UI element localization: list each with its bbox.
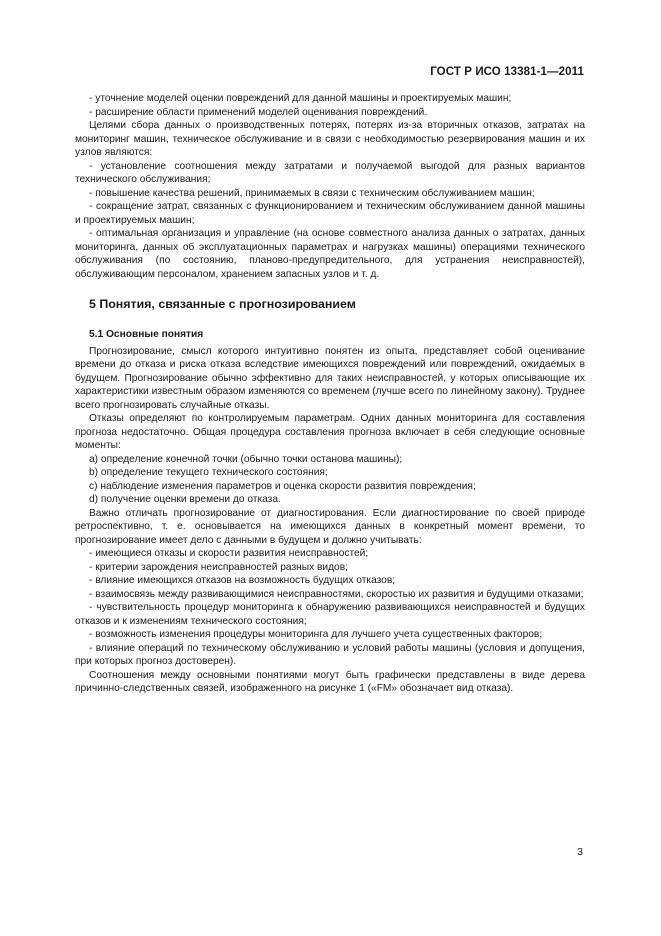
list-marker: b) bbox=[89, 467, 99, 478]
bullet-list-item bbox=[75, 200, 585, 227]
list-marker: a) bbox=[89, 453, 99, 465]
bullet-text: установление соотношения между затратами и получаемой выгодой для разных вариантов технического обслуживания; bbox=[75, 160, 585, 185]
bullet-list-item bbox=[75, 642, 585, 669]
document-body bbox=[75, 92, 585, 696]
list-item-text: определение конечной точки (обычно точки останова машины); bbox=[100, 453, 403, 465]
bullet-dash: - bbox=[89, 160, 101, 172]
list-marker: d) bbox=[89, 494, 99, 505]
page-number: 3 bbox=[577, 846, 583, 858]
subsection-heading: 5.1 Основные понятия bbox=[89, 329, 204, 340]
paragraph: Целями сбора данных о производственных потерях, потерях из-за вторичных отказов, затратах на мониторинг машин, техническое обслуживание и в связи с необходимостью резервирования машин и их узлов являются: bbox=[75, 120, 585, 158]
bullet-list-item bbox=[75, 187, 585, 201]
bullet-list-item bbox=[75, 574, 585, 588]
bullet-list-item bbox=[75, 106, 585, 120]
bullet-dash: - bbox=[89, 187, 96, 199]
bullet-text: расширение области применений моделей оценивания повреждений. bbox=[95, 106, 428, 118]
list-item-text: наблюдение изменения параметров и оценка скорости развития повреждения; bbox=[100, 480, 476, 492]
list-item-text: получение оценки времени до отказа. bbox=[100, 494, 281, 505]
bullet-dash: - bbox=[89, 561, 96, 573]
document-code-header: ГОСТ Р ИСО 13381-1—2011 bbox=[430, 66, 584, 78]
bullet-dash: - bbox=[89, 588, 96, 600]
bullet-text: уточнение моделей оценки повреждений для данной машины и проектируемых машин; bbox=[95, 93, 512, 104]
bullet-text: сокращение затрат, связанных с функционированием и техническим обслуживанием данной машины и проектируемых машин; bbox=[75, 201, 585, 226]
bullet-text: влияние операций по техническому обслуживанию и условий работы машины (условия и допущения, при которых прогноз достоверен). bbox=[75, 642, 585, 667]
section-heading: 5 Понятия, связанные с прогнозированием bbox=[89, 297, 356, 311]
bullet-dash: - bbox=[89, 93, 96, 104]
lettered-list-item bbox=[75, 466, 585, 480]
bullet-dash: - bbox=[89, 602, 97, 613]
bullet-list-item bbox=[75, 92, 585, 106]
lettered-list-item bbox=[75, 480, 585, 494]
bullet-text: влияние имеющихся отказов на возможность будущих отказов; bbox=[95, 575, 396, 586]
bullet-list-item bbox=[75, 601, 585, 628]
bullet-list-item bbox=[75, 628, 585, 642]
bullet-text: чувствительность процедур мониторинга к обнаружению развивающихся неисправностей и будущих отказов и к изменениям технического состояния; bbox=[75, 602, 585, 627]
bullet-text: повышение качества решений, принимаемых в связи с техническим обслуживанием машин; bbox=[95, 187, 535, 199]
list-marker: c) bbox=[89, 480, 98, 492]
bullet-dash: - bbox=[89, 201, 96, 212]
bullet-text: критерии зарождения неисправностей разных видов; bbox=[95, 561, 348, 573]
bullet-text: имеющиеся отказы и скорости развития неисправностей; bbox=[95, 548, 369, 559]
paragraph: Важно отличать прогнозирование от диагностирования. Если диагностирование по своей природе ретроспективно, т. е. основывается на имеющихся данных в конкретный момент времени, то прогнозирование имеет дело с данными в будущем и должно учитывать: bbox=[75, 507, 585, 546]
bullet-text: оптимальная организация и управление (на основе совместного анализа данных о затратах, данных мониторинга, данных об эксплуатационных параметрах и нагрузках машины) операциями технического обслуживания (по состоянию, планово-предупредительного, для устранения неисправностей), обслуживающим персоналом, хранением запасных узлов и т. д. bbox=[75, 228, 585, 280]
bullet-dash: - bbox=[89, 106, 96, 118]
bullet-list-item bbox=[75, 160, 585, 187]
paragraph: Соотношения между основными понятиями могут быть графически представлены в виде дерева причинно-следственных связей, изображенного на рисунке 1 («FM» обозначает вид отказа). bbox=[75, 669, 585, 694]
bullet-dash: - bbox=[89, 575, 96, 586]
lettered-list-item bbox=[75, 453, 585, 467]
bullet-list-item bbox=[75, 227, 585, 281]
paragraph: Прогнозирование, смысл которого интуитивно понятен из опыта, представляет собой оценивание времени до отказа и риска отказа вследствие имеющихся повреждений или повреждений, ожидаемых в будущем. Прогнозирование обычно эффективно для таких неисправностей, у которых описывающие их характеристики известным образом изменяются со временем (лучше всего по линейному закону). Труднее всего прогнозировать случайные отказы. bbox=[75, 345, 585, 411]
bullet-dash: - bbox=[89, 642, 96, 654]
bullet-dash: - bbox=[89, 228, 97, 239]
bullet-list-item bbox=[75, 588, 585, 602]
bullet-dash: - bbox=[89, 629, 96, 640]
paragraph: Отказы определяют по контролируемым параметрам. Одних данных мониторинга для составления прогноза недостаточно. Общая процедура составления прогноза включает в себя следующие основные моменты: bbox=[75, 413, 585, 451]
bullet-text: взаимосвязь между развивающимися неисправностями, скоростью их развития и будущими отказами; bbox=[95, 588, 584, 600]
lettered-list-item bbox=[75, 493, 585, 507]
list-item-text: определение текущего технического состояния; bbox=[100, 467, 328, 478]
bullet-dash: - bbox=[89, 548, 96, 559]
bullet-list-item bbox=[75, 561, 585, 575]
bullet-text: возможность изменения процедуры мониторинга для лучшего учета существенных факторов; bbox=[95, 629, 543, 640]
bullet-list-item bbox=[75, 547, 585, 561]
